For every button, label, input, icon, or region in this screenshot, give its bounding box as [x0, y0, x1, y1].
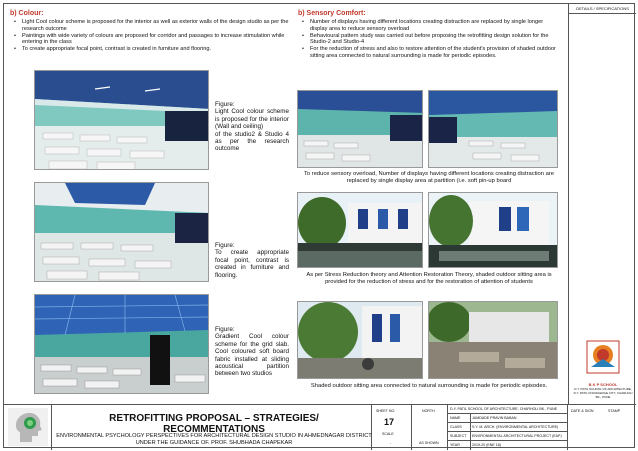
- outdoor-render-2: [428, 192, 558, 268]
- info-value: JAMDADE PRAVIN BABAN: [472, 416, 517, 420]
- sensory-bullets: [298, 19, 562, 60]
- info-row: [448, 414, 567, 423]
- logo-caption: D.Y. PATIL SCHOOL OF ARCHITECTURE, D.Y. PATIL KNOWLEDGE CITY, CHARHOLI BK., PUNE: [573, 387, 633, 399]
- scale-label: SCALE: [382, 432, 394, 436]
- scale-value: -: [390, 441, 392, 445]
- outdoor-render-3: [297, 301, 423, 379]
- display-render-1: [297, 90, 423, 168]
- outdoor-render-1: [297, 192, 423, 268]
- stamp-label: STAMP: [608, 409, 621, 413]
- school-emblem-icon: [583, 337, 623, 377]
- tb-sign-cell: [568, 405, 636, 450]
- figure-caption-2: [215, 242, 289, 279]
- outdoor-caption: Shaded outdoor sitting area connected to natural surrounding is made for periodic episodes.: [310, 383, 548, 389]
- display-caption: To reduce sensory overload, Number of displays having different locations creating distraction are replaced by single display area at partition (i.e. soft pin-up board: [304, 171, 554, 184]
- head-brain-icon: [8, 408, 48, 446]
- north-label: NORTH: [422, 409, 435, 413]
- tb-sheet-cell: [372, 405, 412, 450]
- figure-caption-3: [215, 326, 289, 378]
- sheet-subtitle: ENVIRONMENTAL PSYCHOLOGY PERSPECTIVES FOR ARCHITECTURAL DESIGN STUDIO IN AHMEDNAGAR DISTRICT: [56, 433, 372, 439]
- outdoor-render-4: [428, 301, 558, 379]
- date-sign-label: DATE & SIGN: [571, 409, 594, 413]
- info-value: ENVIRONMENTAL ARCHITECTURAL PROJECT (EAP): [472, 434, 562, 438]
- guidance-line: UNDER THE GUIDANCE OF. PROF. SHUBHADA CHAPEKAR: [135, 440, 293, 446]
- info-key: SUBJECT: [450, 434, 467, 438]
- info-row: [448, 441, 567, 450]
- title-block: [4, 404, 636, 449]
- figure-caption-text: Figure: To create appropriate focal point, contrast is created in furniture and flooring.: [215, 242, 289, 279]
- bullet: • Number of displays having different locations creating distraction are replaced by single longer display area to reduce sensory overload: [298, 19, 562, 33]
- display-render-2: [428, 90, 558, 168]
- as-shown: AS SHOWN: [419, 441, 439, 445]
- drawing-sheet: [3, 3, 635, 448]
- sensory-heading: b) Sensory Comfort:: [298, 10, 366, 17]
- tb-north-cell: [412, 405, 448, 450]
- info-key: NAME: [450, 416, 461, 420]
- school-name: D.Y. PATIL SCHOOL OF ARCHITECTURE, CHARHOLI BK., PUNE: [450, 407, 558, 411]
- school-logo: [572, 337, 634, 399]
- tb-logo-cell: [4, 405, 52, 450]
- info-value: S.Y. M. ARCH. (ENVIRONMENTAL ARCHITECTURE): [472, 425, 559, 429]
- bullet: • To create appropriate focal point, contrast is created in furniture and flooring.: [10, 46, 290, 53]
- bullet: • For the reduction of stress and also to restore attention of the student's provision of shaded outdoor sitting area connected to natural surrounding is made for periodic episodes.: [298, 46, 562, 60]
- bullet: • Light Cool colour scheme is proposed for the interior as well as exterior walls of the design studio as per the research outcome: [10, 19, 290, 33]
- colour-bullets: [10, 19, 290, 53]
- studio-render-1: [34, 70, 209, 170]
- school-row: [448, 405, 567, 414]
- main-panel: [4, 4, 568, 404]
- figure-caption-text: Figure: Light Cool colour scheme is proposed for the interior (Wall and ceiling) of the studio2 & Studio 4 as per the research outcome: [215, 101, 289, 153]
- info-row: [448, 432, 567, 441]
- info-key: CLASS: [450, 425, 462, 429]
- tb-info-cell: [448, 405, 568, 450]
- info-row: [448, 423, 567, 432]
- figure-caption-text: Figure: Gradient Cool colour scheme for the grid slab. Cool coloured soft board fabric installed at sliding acoustical partition between two studios: [215, 326, 289, 378]
- bullet: • Paintings with wide variety of colours are proposed for corridor and passages to increase stimulation while entering in the class: [10, 33, 290, 47]
- figure-caption-1: [215, 101, 289, 153]
- info-key: YEAR: [450, 443, 460, 447]
- studio-render-3: [34, 294, 209, 394]
- logo-text: B K P SCHOOL: [588, 382, 618, 387]
- sheet-title: RETROFITTING PROPOSAL – STRATEGIES/ RECOMMENTATIONS: [109, 413, 319, 435]
- studio-render-2: [34, 182, 209, 282]
- sheet-number: 17: [384, 417, 395, 427]
- details-title: DETAILS / SPECIFICATIONS: [569, 4, 636, 14]
- side-panel: [568, 4, 636, 404]
- stress-caption: As per Stress Reduction theory and Attention Restoration Theory, shaded outdoor sitting area is provided for the reduction of stress and for the restoration of attention of students: [306, 272, 552, 285]
- bullet: • Behavioural pattern study was carried out before proposing the retrofitting design solution for the Studio-2 and Studio-4: [298, 33, 562, 47]
- sheet-label: SHEET NO.: [376, 409, 396, 413]
- info-value: 2019-20 (ENE 18): [472, 443, 501, 447]
- colour-heading: b) Colour:: [10, 10, 44, 17]
